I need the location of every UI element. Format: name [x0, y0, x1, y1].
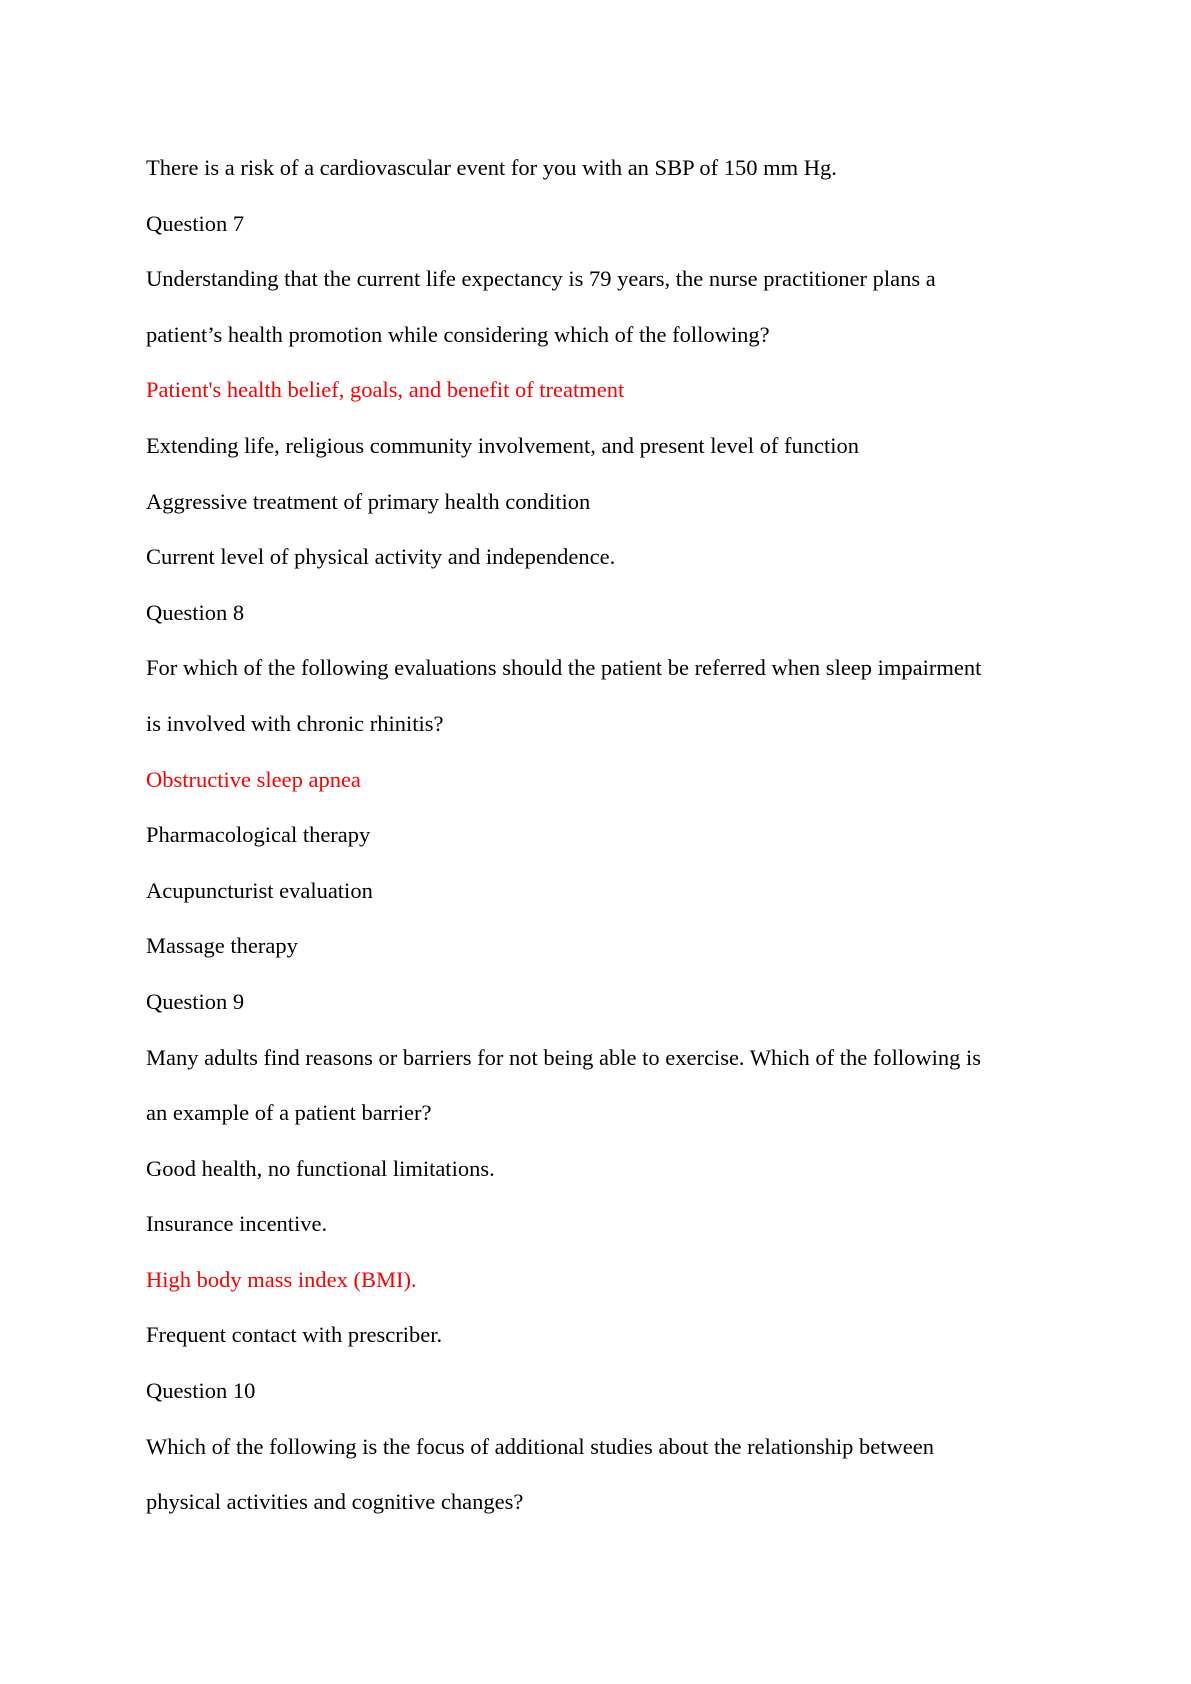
question-8-option: Pharmacological therapy — [146, 822, 371, 848]
statement-line: There is a risk of a cardiovascular event for you with an SBP of 150 mm Hg. — [146, 155, 837, 180]
question-10-text-continued: physical activities and cognitive changes? — [146, 1489, 524, 1515]
question-heading-7: Question 7 — [146, 210, 245, 236]
question-9-text-continued: an example of a patient barrier? — [146, 1100, 432, 1126]
question-7-correct-answer: Patient's health belief, goals, and benefit of treatment — [146, 377, 625, 403]
question-7-option: Current level of physical activity and independence. — [146, 544, 616, 570]
document-body — [146, 140, 1066, 1530]
question-9-option: Insurance incentive. — [146, 1211, 328, 1237]
question-9-text: Many adults find reasons or barriers for not being able to exercise. Which of the following is — [146, 1044, 981, 1070]
question-7-option: Aggressive treatment of primary health condition — [146, 488, 591, 514]
question-7-option: Extending life, religious community involvement, and present level of function — [146, 432, 859, 458]
question-10-text: Which of the following is the focus of additional studies about the relationship between — [146, 1433, 934, 1459]
question-8-text-continued: is involved with chronic rhinitis? — [146, 710, 444, 736]
question-7-text: Understanding that the current life expectancy is 79 years, the nurse practitioner plans a — [146, 266, 936, 292]
question-9-option: Frequent contact with prescriber. — [146, 1322, 443, 1348]
question-8-correct-answer: Obstructive sleep apnea — [146, 766, 361, 792]
question-8-text: For which of the following evaluations should the patient be referred when sleep impairment — [146, 655, 982, 681]
question-heading-10: Question 10 — [146, 1378, 256, 1404]
question-8-option: Massage therapy — [146, 933, 298, 959]
question-heading-8: Question 8 — [146, 599, 245, 625]
question-8-option: Acupuncturist evaluation — [146, 877, 373, 903]
question-9-correct-answer: High body mass index (BMI). — [146, 1266, 417, 1292]
question-9-option: Good health, no functional limitations. — [146, 1155, 495, 1181]
question-heading-9: Question 9 — [146, 988, 245, 1014]
question-7-text-continued: patient’s health promotion while considering which of the following? — [146, 321, 770, 347]
